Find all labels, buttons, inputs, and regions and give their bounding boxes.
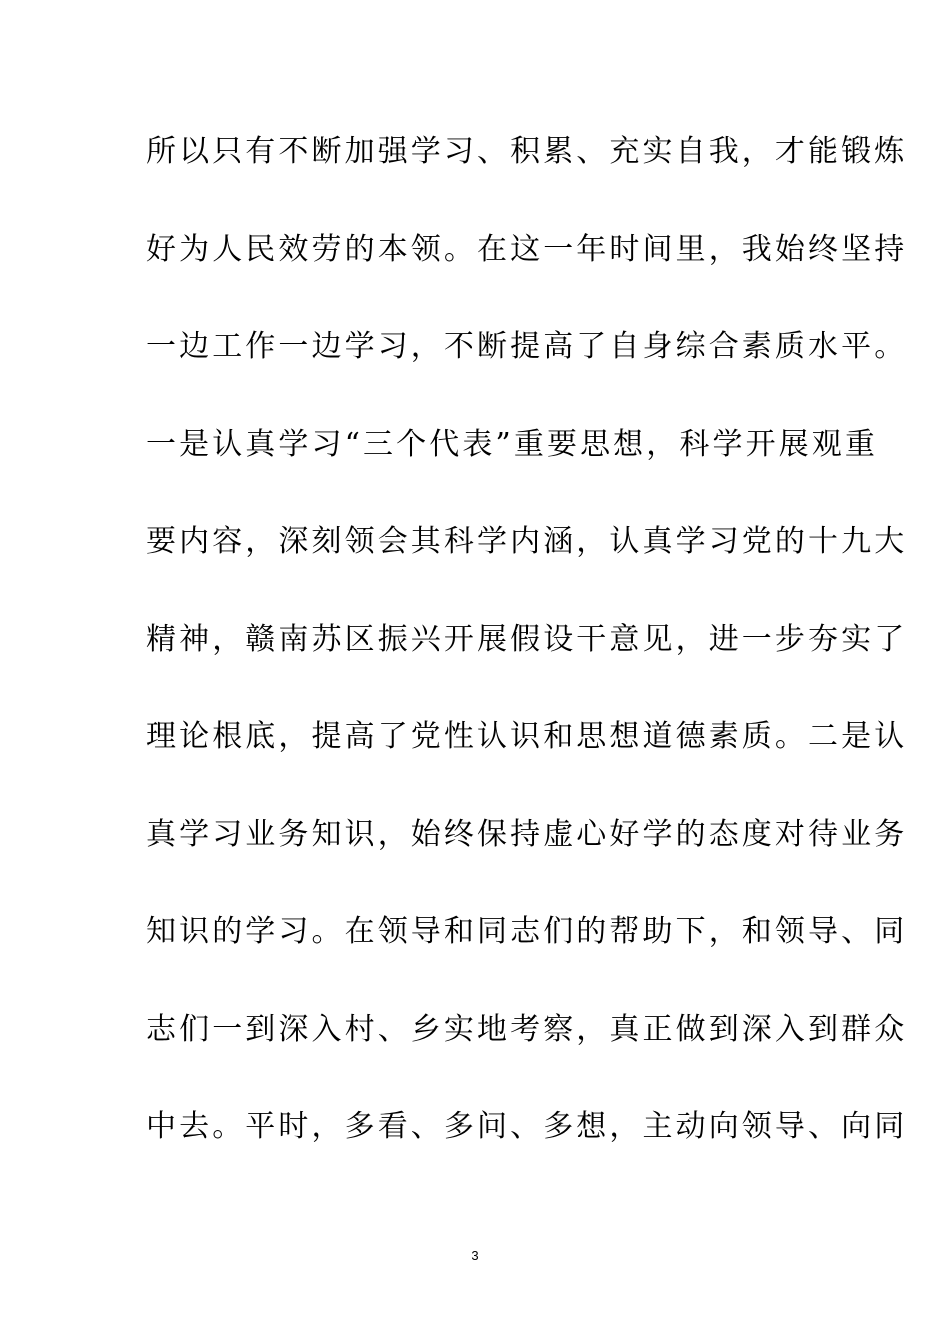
text-line: 中去。平时，多看、多问、多想，主动向领导、向同	[146, 1109, 908, 1144]
body-text	[146, 124, 908, 1197]
text-line: 所以只有不断加强学习、积累、充实自我，才能锻炼	[146, 134, 908, 169]
page-number: 3	[471, 1248, 479, 1263]
text-line: 一边工作一边学习，不断提高了自身综合素质水平。	[146, 329, 908, 364]
text-line: 好为人民效劳的本领。在这一年时间里，我始终坚持	[146, 231, 908, 267]
text-line: 理论根底，提高了党性认识和思想道德素质。二是认	[146, 719, 908, 754]
text-line: 要内容，深刻领会其科学内涵，认真学习党的十九大	[146, 524, 908, 559]
text-line: 知识的学习。在领导和同志们的帮助下，和领导、同	[146, 914, 908, 949]
text-line: 精神，赣南苏区振兴开展假设干意见，进一步夯实了	[146, 621, 908, 657]
text-line: 一是认真学习“三个代表”重要思想，科学开展观重	[146, 426, 878, 462]
text-line: 志们一到深入村、乡实地考察，真正做到深入到群众	[146, 1011, 908, 1047]
text-line: 真学习业务知识，始终保持虚心好学的态度对待业务	[146, 816, 908, 852]
